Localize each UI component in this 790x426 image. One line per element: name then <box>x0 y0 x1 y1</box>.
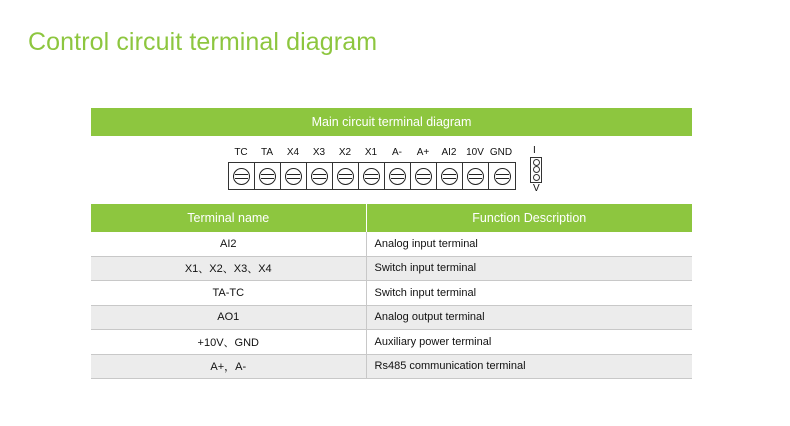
table-row <box>91 281 692 306</box>
terminal-label: TC <box>234 147 248 158</box>
terminal-label: A- <box>392 147 402 158</box>
terminal-cell <box>255 163 281 189</box>
terminal-name-cell: AI2 <box>91 232 367 256</box>
terminal-label: 10V <box>466 147 484 158</box>
pin-icon <box>533 166 540 173</box>
table-row <box>91 257 692 282</box>
page-title: Control circuit terminal diagram <box>28 28 378 56</box>
terminal-label: X2 <box>338 147 352 158</box>
terminal-name-cell: TA-TC <box>91 281 367 305</box>
function-description-cell: Switch input terminal <box>374 286 477 299</box>
function-description-cell: Analog input terminal <box>374 237 478 250</box>
function-description-cell: Auxiliary power terminal <box>374 335 492 348</box>
terminal-block <box>228 162 516 190</box>
terminal-label: GND <box>489 147 513 158</box>
table-body <box>91 232 692 379</box>
terminal-name-cell: X1、X2、X3、X4 <box>91 257 367 281</box>
table-row <box>91 306 692 331</box>
function-description-cell: Rs485 communication terminal <box>374 360 526 373</box>
terminal-cell <box>359 163 385 189</box>
terminal-name-cell: +10V、GND <box>91 330 367 354</box>
screw-icon <box>233 168 250 185</box>
pin-icon <box>533 174 540 181</box>
terminal-label: X4 <box>286 147 300 158</box>
table-row <box>91 232 692 257</box>
terminal-label: AI2 <box>441 147 457 158</box>
terminal-cell <box>463 163 489 189</box>
pin-icon <box>533 159 540 166</box>
terminal-cell <box>411 163 437 189</box>
terminal-label: X3 <box>312 147 326 158</box>
terminal-cell <box>333 163 359 189</box>
screw-icon <box>467 168 484 185</box>
jumper-bottom-label: V <box>533 183 540 194</box>
screw-icon <box>363 168 380 185</box>
terminal-cell <box>307 163 333 189</box>
terminal-labels <box>228 147 514 158</box>
screw-icon <box>441 168 458 185</box>
table-row <box>91 330 692 355</box>
terminal-label: X1 <box>364 147 378 158</box>
terminal-name-cell: AO1 <box>91 306 367 330</box>
table-header <box>91 204 692 232</box>
function-description-cell: Switch input terminal <box>374 262 477 275</box>
terminal-cell <box>489 163 515 189</box>
terminal-name-cell: A+，A- <box>91 355 367 379</box>
screw-icon <box>415 168 432 185</box>
terminal-cell <box>229 163 255 189</box>
jumper-icon <box>530 157 542 183</box>
function-description-cell: Analog output terminal <box>374 311 485 324</box>
terminal-label: A+ <box>416 147 430 158</box>
header-terminal-name: Terminal name <box>91 204 367 232</box>
screw-icon <box>389 168 406 185</box>
diagram-header: Main circuit terminal diagram <box>91 108 692 136</box>
table-row <box>91 355 692 380</box>
screw-icon <box>337 168 354 185</box>
terminal-cell <box>437 163 463 189</box>
jumper-top-label: I <box>533 145 536 156</box>
screw-icon <box>285 168 302 185</box>
terminal-label: TA <box>260 147 274 158</box>
screw-icon <box>259 168 276 185</box>
screw-icon <box>494 168 511 185</box>
header-function-description: Function Description <box>472 211 587 225</box>
terminal-cell <box>385 163 411 189</box>
terminal-cell <box>281 163 307 189</box>
screw-icon <box>311 168 328 185</box>
terminal-table <box>91 204 692 379</box>
